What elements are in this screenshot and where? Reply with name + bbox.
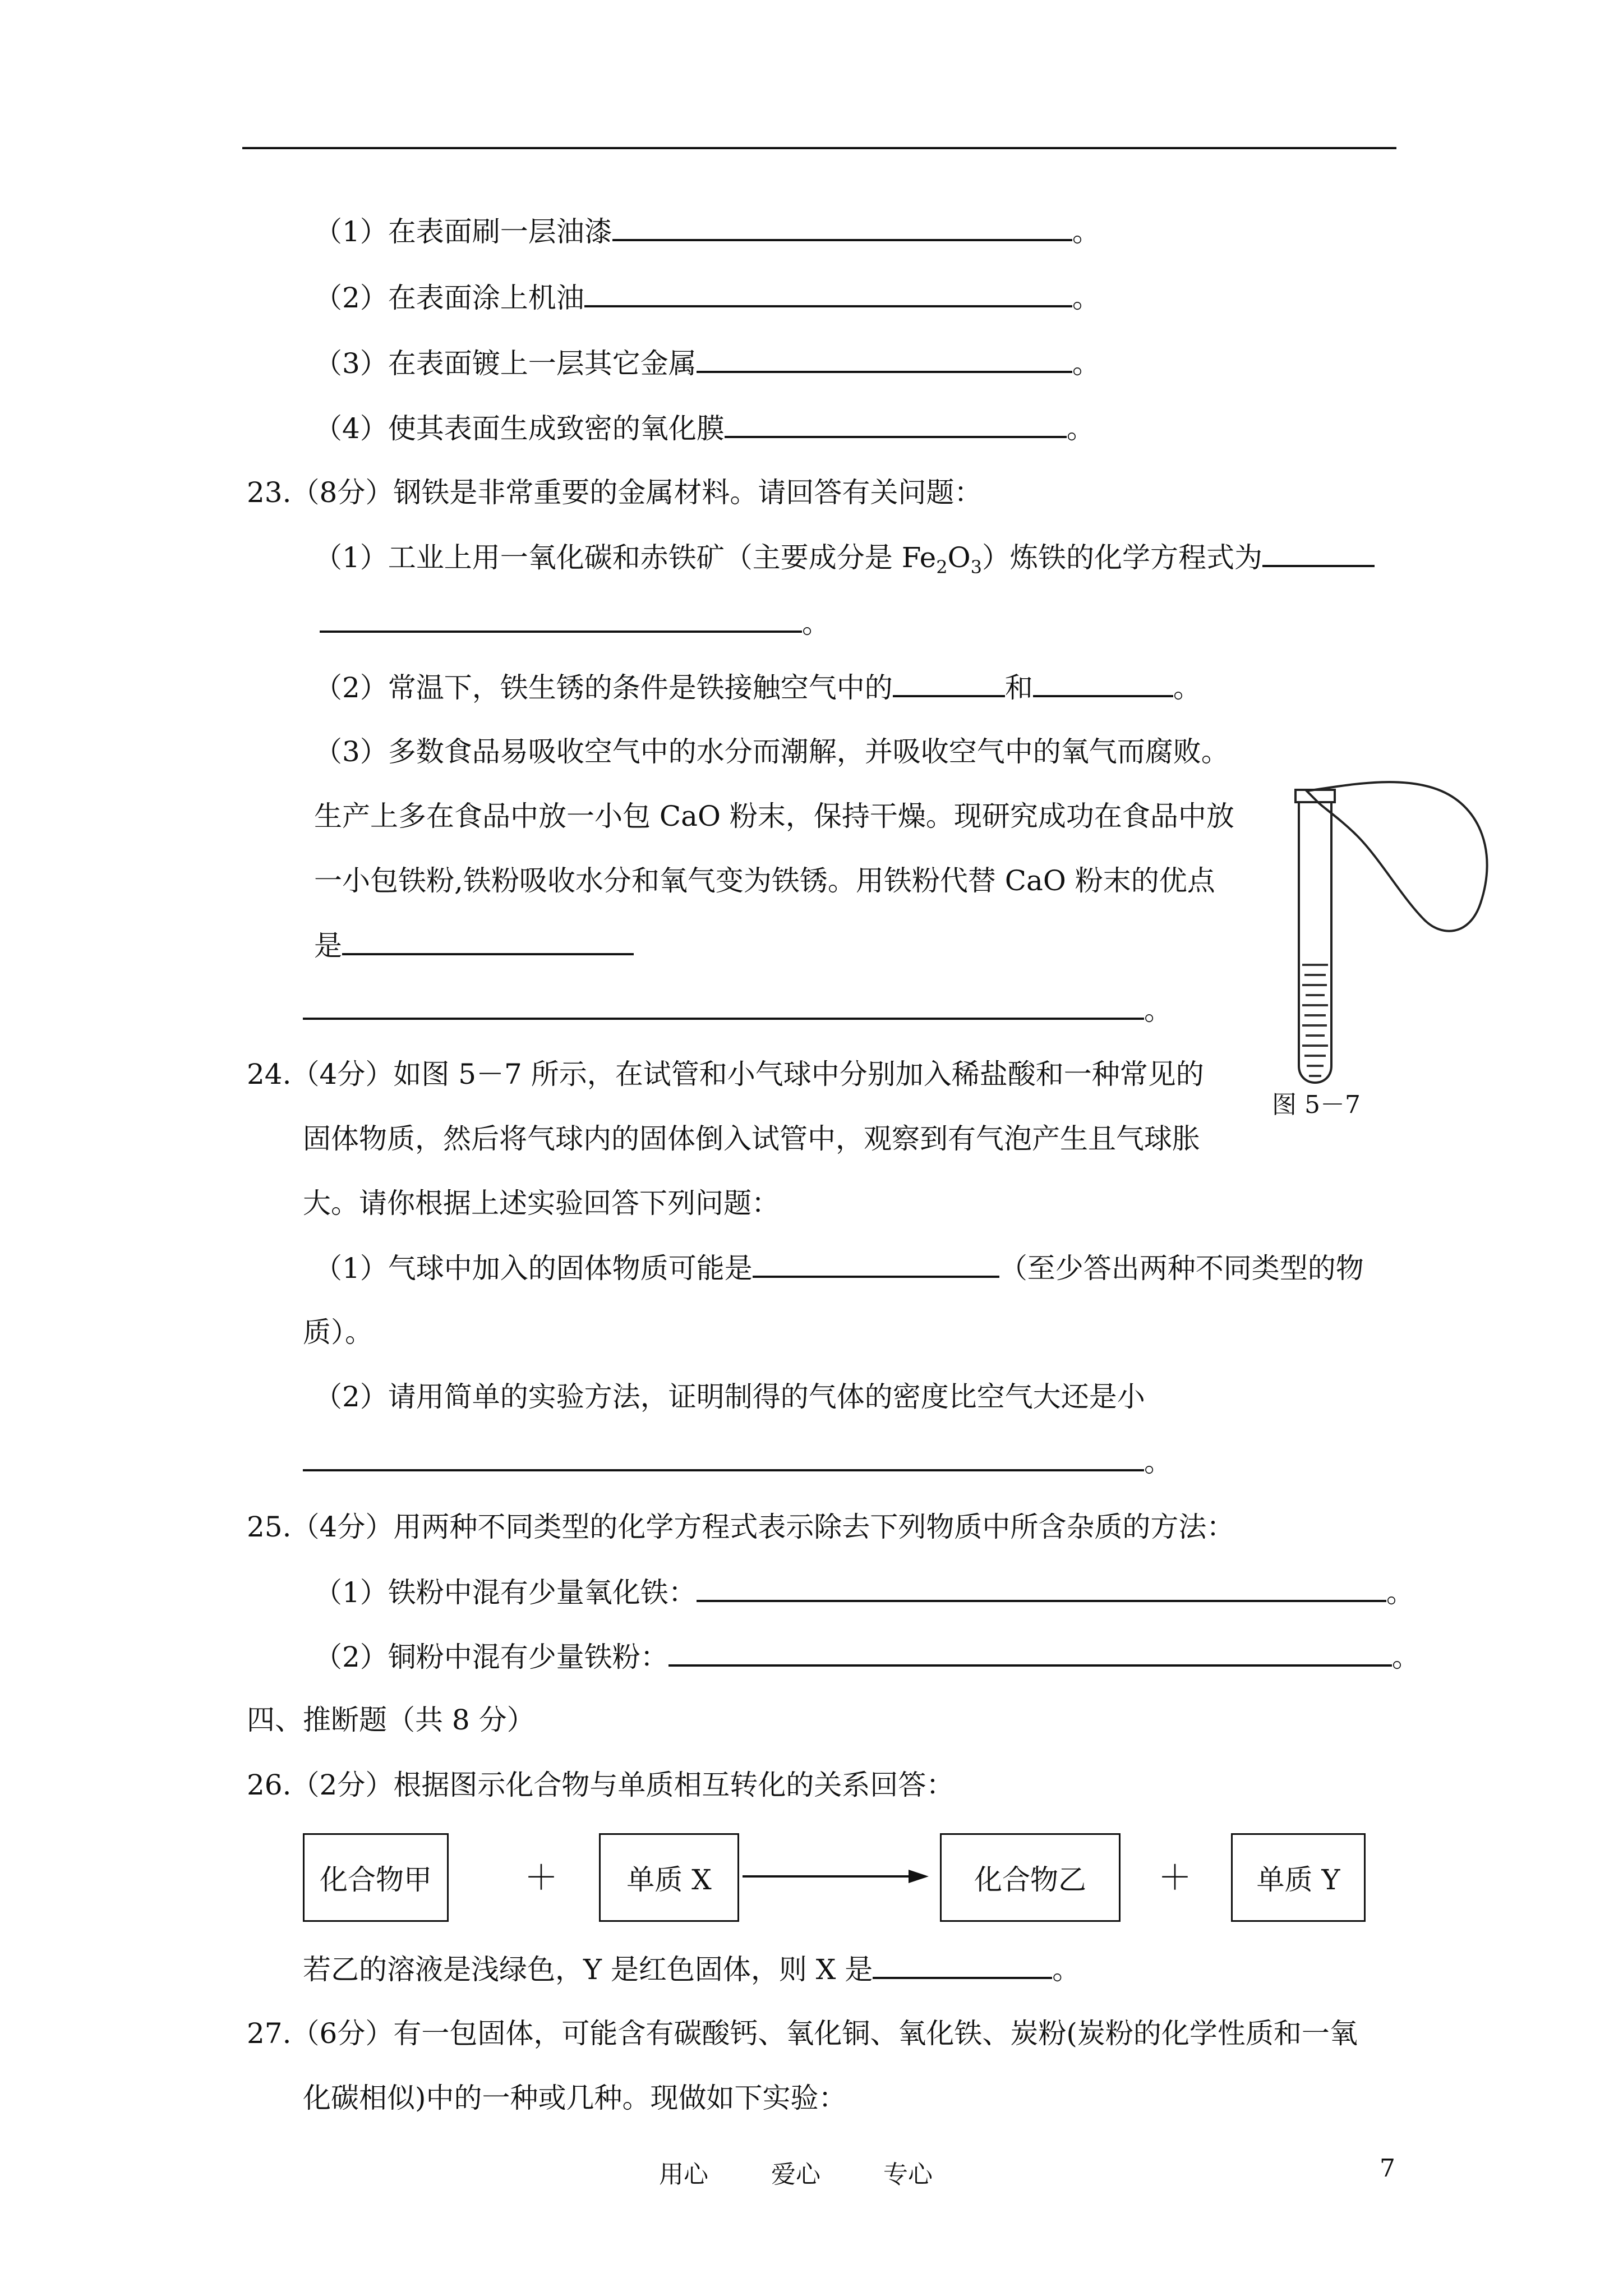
element-x-box: 单质 X (599, 1833, 739, 1922)
answer-blank[interactable] (303, 1444, 1144, 1471)
answer-blank[interactable] (697, 346, 1072, 373)
answer-blank[interactable] (873, 1952, 1052, 1979)
liquid-lines (1302, 965, 1328, 1076)
q25-part1: （1）铁粉中混有少量氧化铁： 。 (314, 1576, 1414, 1609)
compound-a-box: 化合物甲 (303, 1833, 449, 1922)
test-tube-figure (1256, 774, 1492, 1133)
answer-blank[interactable] (1033, 670, 1173, 697)
footer-text-3: 专心 (883, 2160, 933, 2189)
answer-blank[interactable] (303, 993, 1144, 1020)
plus-sign-2: ＋ (1158, 1858, 1192, 1898)
q23-part3-line5: 。 (303, 993, 1172, 1027)
q24-part1: （1）气球中加入的固体物质可能是 （至少答出两种不同类型的物 (314, 1252, 1364, 1285)
element-y-box: 单质 Y (1231, 1833, 1366, 1922)
answer-blank[interactable] (697, 1575, 1386, 1602)
q23-part1-cont: 。 (320, 606, 830, 640)
q26-title: 26.（2分）根据图示化合物与单质相互转化的关系回答： (247, 1769, 955, 1801)
q23-part3-line2: 生产上多在食品中放一小包 CaO 粉末，保持干燥。现研究成功在食品中放 (314, 800, 1234, 832)
q24-line2: 固体物质，然后将气球内的固体倒入试管中，观察到有气泡产生且气球胀 (303, 1122, 1200, 1155)
q22-item-1: （1）在表面刷一层油漆 。 (314, 215, 1100, 248)
q24-line3: 大。请你根据上述实验回答下列问题： (303, 1187, 780, 1220)
balloon-outline (1307, 782, 1487, 931)
q26-answer: 若乙的溶液是浅绿色，Y 是红色固体，则 X 是 。 (303, 1953, 1081, 1986)
header-rule (242, 147, 1396, 149)
q27-line2: 化碳相似)中的一种或几种。现做如下实验： (303, 2082, 847, 2114)
figure-caption: 图 5－7 (1272, 1091, 1361, 1119)
compound-b-box: 化合物乙 (940, 1833, 1121, 1922)
footer-text-2: 爱心 (771, 2160, 820, 2189)
plus-sign-1: ＋ (524, 1858, 558, 1898)
answer-blank[interactable] (320, 606, 802, 633)
footer-text-1: 用心 (659, 2160, 708, 2189)
answer-blank[interactable] (753, 1251, 999, 1278)
answer-blank[interactable] (668, 1640, 1392, 1667)
q25-part2: （2）铜粉中混有少量铁粉： 。 (314, 1641, 1420, 1673)
q25-title: 25.（4分）用两种不同类型的化学方程式表示除去下列物质中所含杂质的方法： (247, 1511, 1235, 1543)
q22-item-4: （4）使其表面生成致密的氧化膜 。 (314, 412, 1095, 445)
section-heading: 四、推断题（共 8 分） (247, 1704, 535, 1736)
q22-item-2: （2）在表面涂上机油 。 (314, 282, 1100, 314)
reaction-arrow (740, 1865, 931, 1888)
answer-blank[interactable] (584, 280, 1072, 307)
q24-line1: 24.（4分）如图 5－7 所示，在试管和小气球中分别加入稀盐酸和一种常见的 (247, 1058, 1204, 1091)
page-number: 7 (1380, 2154, 1395, 2183)
q23-part3-line3: 一小包铁粉,铁粉吸收水分和氧气变为铁锈。用铁粉代替 CaO 粉末的优点 (314, 864, 1215, 897)
q23-part1: （1）工业上用一氧化碳和赤铁矿（主要成分是 $Fe_2O_3$）炼铁的化学方程式为 (314, 540, 1375, 584)
q24-part2-cont: 。 (303, 1444, 1172, 1479)
answer-blank[interactable] (612, 214, 1072, 241)
answer-blank[interactable] (342, 928, 634, 955)
q22-item-3: （3）在表面镀上一层其它金属 。 (314, 347, 1100, 380)
answer-blank[interactable] (725, 411, 1067, 438)
q27-line1: 27.（6分）有一包固体，可能含有碳酸钙、氧化铜、氧化铁、炭粉(炭粉的化学性质和一氧 (247, 2017, 1358, 2050)
q23-title: 23.（8分）钢铁是非常重要的金属材料。请回答有关问题： (247, 476, 983, 509)
q23-part3-line4: 是 (314, 928, 634, 963)
tube-body (1299, 802, 1331, 1083)
q23-part2: （2）常温下，铁生锈的条件是铁接触空气中的 和 。 (314, 671, 1201, 704)
q24-part1-cont: 质）。 (303, 1316, 373, 1349)
answer-blank[interactable] (1262, 540, 1375, 567)
q23-part3-line1: （3）多数食品易吸收空气中的水分而潮解，并吸收空气中的氧气而腐败。 (314, 735, 1229, 768)
q24-part2: （2）请用简单的实验方法，证明制得的气体的密度比空气大还是小 (314, 1381, 1145, 1413)
answer-blank[interactable] (893, 670, 1005, 697)
